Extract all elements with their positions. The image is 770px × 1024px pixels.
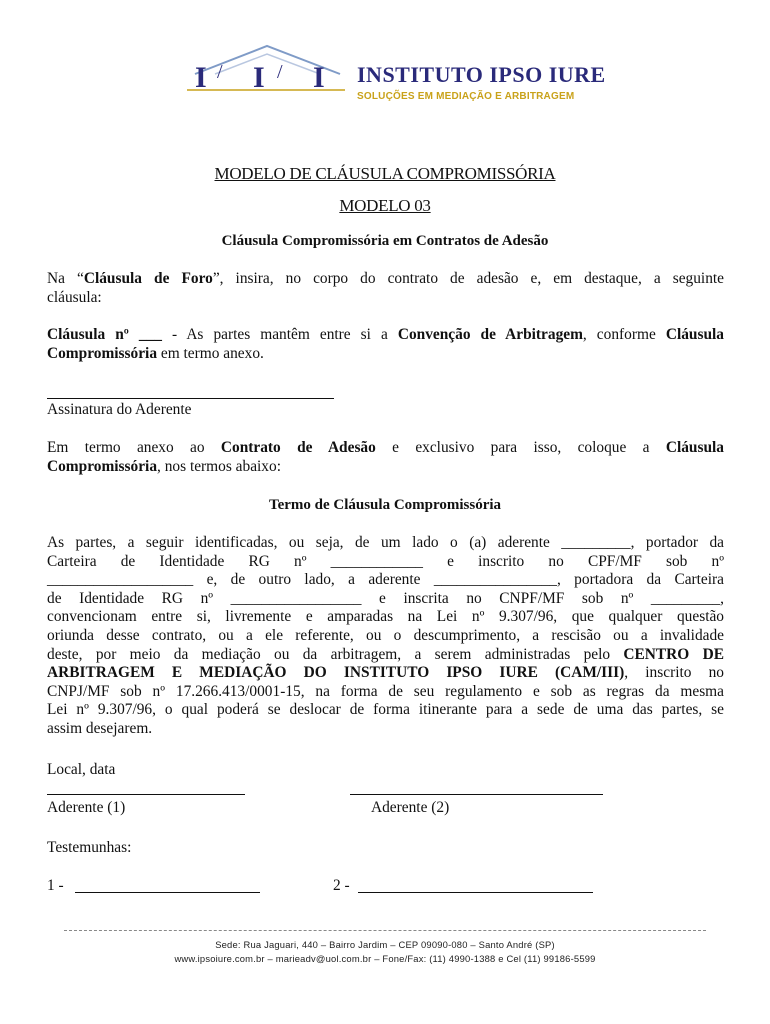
bold-term: Cláusula	[665, 439, 724, 456]
term-line: As partes, a seguir identificadas, ou seja, de um lado o (a) aderente _________, portador da	[47, 534, 724, 551]
svg-text:I: I	[195, 61, 207, 94]
institution-name: ARBITRAGEM E MEDIAÇÃO DO INSTITUTO IPSO IURE (CAM/III)	[47, 664, 625, 682]
text-run: ”, insira, no corpo do contrato de adesão e, em destaque, a seguinte	[212, 270, 724, 287]
institute-logo	[185, 44, 605, 112]
footer-divider	[64, 930, 706, 931]
term-line: ___________________ e, de outro lado, a aderente ________________, portadora da Carteira	[47, 571, 724, 589]
term-line: assim desejarem.	[47, 719, 153, 737]
text-run: , nos termos abaixo:	[157, 457, 281, 475]
text-run: deste, por meio da mediação ou da arbitragem, a serem administradas pelo	[47, 645, 624, 663]
bold-term: Compromissória	[47, 457, 158, 475]
signature-line	[47, 398, 334, 399]
witnesses-label: Testemunhas:	[47, 839, 132, 856]
term-body	[47, 534, 724, 739]
bold-term: Cláusula	[665, 326, 724, 343]
text-run: , inscrito no	[624, 664, 724, 682]
bold-term: Convenção de Arbitragem	[397, 326, 583, 343]
term-line: oriunda desse contrato, ou a ele referente, ou o descumprimento, a rescisão ou a invalidade	[47, 626, 724, 644]
aderente2-label: Aderente (2)	[371, 799, 450, 816]
text-run: em termo anexo.	[157, 344, 264, 362]
footer-contacts: www.ipsoiure.com.br – marieadv@uol.com.br – Fone/Fax: (11) 4990-1388 e Cel (11) 99186-5599	[174, 953, 596, 964]
text-run: Na “	[47, 270, 84, 287]
witness1-signature-line	[75, 892, 260, 893]
text-run: , conforme	[582, 326, 666, 343]
clause-paragraph	[47, 326, 724, 363]
witness2-label: 2 -	[333, 877, 350, 894]
aderente2-signature-line	[350, 794, 603, 795]
footer-address: Sede: Rua Jaguari, 440 – Bairro Jardim – CEP 09090-080 – Santo André (SP)	[215, 939, 555, 950]
term-line: CNPJ/MF sob nº 17.266.413/0001-15, na forma de seu regulamento e sob as regras da mesma	[47, 682, 724, 700]
logo-name: INSTITUTO IPSO IURE	[357, 62, 606, 87]
witness2-signature-line	[358, 892, 593, 893]
term-line: convencionam entre si, livremente e amparadas na Lei nº 9.307/96, que qualquer questão	[47, 608, 724, 626]
text-run: Em termo anexo ao	[47, 439, 221, 456]
logo-mark-icon	[185, 44, 350, 112]
bold-term: Compromissória	[47, 344, 158, 362]
bold-term: Contrato de Adesão	[220, 439, 376, 456]
text-run: cláusula:	[47, 288, 102, 306]
logo-tagline: SOLUÇÕES EM MEDIAÇÃO E ARBITRAGEM	[357, 91, 575, 102]
bold-term: CENTRO DE	[623, 645, 724, 663]
document-title: MODELO DE CLÁUSULA COMPROMISSÓRIA	[214, 164, 556, 183]
annex-paragraph	[47, 439, 724, 476]
aderente1-label: Aderente (1)	[47, 799, 126, 816]
model-number: MODELO 03	[339, 196, 431, 215]
clause-subtitle: Cláusula Compromissória em Contratos de Adesão	[221, 233, 549, 249]
term-line: Lei nº 9.307/96, o qual poderá se deslocar de forma itinerante para a sede de uma das partes, se	[47, 701, 724, 719]
bold-term: Cláusula de Foro	[83, 270, 213, 287]
svg-text:I: I	[313, 61, 325, 94]
witness1-label: 1 -	[47, 877, 64, 894]
aderente1-signature-line	[47, 794, 245, 795]
text-run: - As partes mantêm entre si a	[161, 326, 398, 343]
signature-label: Assinatura do Aderente	[47, 401, 192, 418]
svg-text:/: /	[277, 61, 283, 83]
term-line: de Identidade RG nº _________________ e inscrita no CNPF/MF sob nº _________,	[47, 589, 724, 607]
local-date-label: Local, data	[47, 761, 116, 778]
svg-text:/: /	[217, 61, 223, 83]
text-run: e exclusivo para isso, coloque a	[375, 439, 666, 456]
svg-text:I: I	[253, 61, 265, 94]
intro-paragraph	[47, 270, 724, 307]
clause-number: Cláusula nº ___	[47, 326, 162, 343]
term-line: Carteira de Identidade RG nº ____________ e inscrito no CPF/MF sob nº	[47, 552, 724, 570]
term-title: Termo de Cláusula Compromissória	[268, 497, 502, 513]
